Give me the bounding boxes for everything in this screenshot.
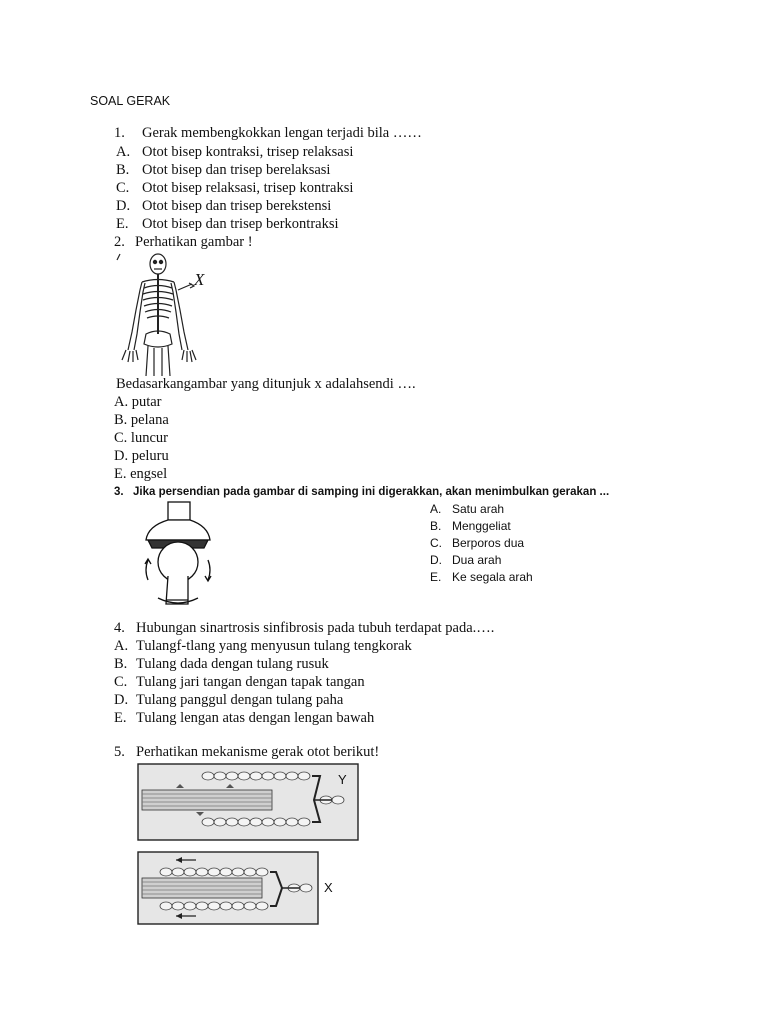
option-d: D. Tulang panggul dengan tulang paha [114,692,344,708]
skeleton-figure [112,250,222,378]
question-2-prompt: Bedasarkangambar yang ditunjuk x adalahsendi …. [116,376,416,392]
question-text: Hubungan sinartrosis sinfibrosis pada tubuh terdapat pada.…. [136,620,495,636]
question-number: 2. [114,234,125,250]
option-a: A. Satu arah [430,502,505,516]
figure-label-y: Y [338,772,347,787]
question-5 [114,744,379,761]
question-4 [114,620,494,637]
option-a: A. putar [114,394,162,410]
option-b: B. Menggeliat [430,519,511,533]
option-b: B. Otot bisep dan trisep berelaksasi [116,162,331,178]
option-c: C. Otot bisep relaksasi, trisep kontraksi [116,180,354,196]
option-e: E. Tulang lengan atas dengan lengan bawah [114,710,375,726]
question-number: 4. [114,620,125,636]
option-d: D. Otot bisep dan trisep berekstensi [116,198,332,214]
question-number: 3. [114,486,124,498]
page-title: SOAL GERAK [90,94,171,108]
question-2 [114,234,253,251]
question-number: 1. [114,125,125,141]
option-b: B. Tulang dada dengan tulang rusuk [114,656,329,672]
option-a: A. Tulangf-tlang yang menyusun tulang tengkorak [114,638,412,654]
option-e: E. Otot bisep dan trisep berkontraksi [116,216,339,232]
option-a: A. Otot bisep kontraksi, trisep relaksasi [116,144,354,160]
muscle-figure-top [136,762,362,842]
question-text: Perhatikan gambar ! [135,234,253,250]
question-text: Jika persendian pada gambar di samping ini digerakkan, akan menimbulkan gerakan ... [133,486,610,498]
option-d: D. peluru [114,448,169,464]
option-e: E. Ke segala arah [430,570,533,584]
option-e: E. engsel [114,466,168,482]
figure-label-x-muscle: X [324,880,333,895]
figure-label-x: X [194,270,205,289]
option-c: C. luncur [114,430,168,446]
question-1 [114,125,422,142]
option-c: C. Berporos dua [430,536,525,550]
ball-socket-joint-figure [138,500,218,610]
option-b: B. pelana [114,412,169,428]
option-c: C. Tulang jari tangan dengan tapak tangan [114,674,365,690]
question-number: 5. [114,744,125,760]
question-text: Gerak membengkokkan lengan terjadi bila …… [142,125,422,141]
option-d: D. Dua arah [430,553,502,567]
question-text: Perhatikan mekanisme gerak otot berikut! [136,744,380,760]
question-3 [114,486,609,498]
